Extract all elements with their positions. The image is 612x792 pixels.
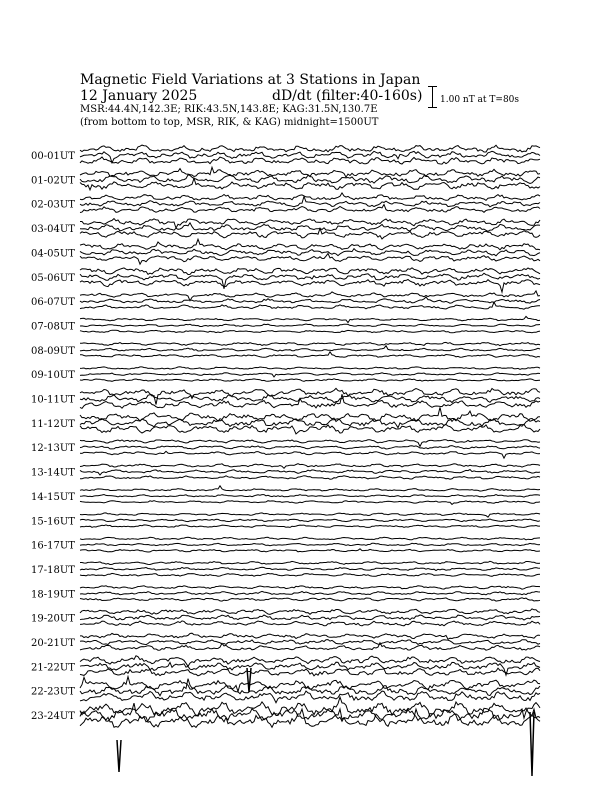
trace-MSR-04-05UT [80, 254, 540, 265]
row-label-08-09UT: 08-09UT [31, 345, 75, 357]
trace-RIK-11-12UT [80, 419, 540, 428]
trace-RIK-03-04UT [80, 223, 540, 232]
trace-MSR-18-19UT [80, 598, 540, 601]
trace-RIK-07-08UT [80, 324, 540, 327]
trace-MSR-14-15UT [80, 501, 540, 505]
row-label-03-04UT: 03-04UT [31, 224, 75, 236]
trace-KAG-01-02UT [80, 167, 540, 177]
trace-KAG-04-05UT [80, 239, 540, 250]
row-label-17-18UT: 17-18UT [31, 564, 75, 576]
trace-RIK-04-05UT [80, 249, 540, 256]
row-label-20-21UT: 20-21UT [31, 638, 75, 649]
trace-RIK-10-11UT [80, 395, 540, 403]
row-label-23-24UT: 23-24UT [31, 711, 75, 723]
trace-MSR-20-21UT [80, 643, 540, 650]
row-label-15-16UT: 15-16UT [31, 516, 75, 528]
trace-RIK-09-10UT [80, 373, 540, 377]
row-label-06-07UT: 06-07UT [31, 297, 75, 309]
trace-RIK-20-21UT [80, 640, 540, 645]
chart-title: Magnetic Field Variations at 3 Stations in Japan [80, 72, 421, 88]
row-label-22-23UT: 22-23UT [31, 686, 75, 698]
row-label-18-19UT: 18-19UT [31, 589, 75, 601]
row-label-01-02UT: 01-02UT [31, 175, 75, 187]
trace-KAG-09-10UT [80, 367, 540, 370]
trace-MSR-01-02UT [80, 178, 540, 190]
trace-RIK-05-06UT [80, 273, 540, 289]
trace-MSR-16-17UT [80, 549, 540, 552]
trace-MSR-19-20UT [80, 621, 540, 626]
trace-MSR-12-13UT [80, 451, 540, 458]
row-label-12-13UT: 12-13UT [31, 443, 75, 455]
row-label-21-22UT: 21-22UT [31, 662, 75, 674]
trace-MSR-09-10UT [80, 379, 540, 382]
trace-KAG-21-22UT [80, 656, 540, 667]
row-label-07-08UT: 07-08UT [31, 321, 75, 333]
row-label-02-03UT: 02-03UT [31, 199, 75, 211]
trace-KAG-14-15UT [80, 486, 540, 491]
trace-MSR-07-08UT [80, 330, 540, 333]
trace-KAG-08-09UT [80, 342, 540, 345]
station-order-note: (from bottom to top, MSR, RIK, & KAG) midnight=1500UT [80, 117, 379, 128]
trace-KAG-19-20UT [80, 609, 540, 615]
chart-date: 12 January 2025 [80, 88, 198, 104]
spike-1 [530, 712, 534, 776]
trace-KAG-11-12UT [80, 407, 540, 421]
row-label-14-15UT: 14-15UT [31, 491, 75, 503]
trace-RIK-01-02UT [80, 175, 540, 184]
trace-MSR-05-06UT [80, 280, 540, 293]
row-label-09-10UT: 09-10UT [31, 370, 75, 382]
trace-RIK-18-19UT [80, 591, 540, 594]
row-label-05-06UT: 05-06UT [31, 272, 75, 284]
trace-KAG-07-08UT [80, 316, 540, 322]
trace-MSR-17-18UT [80, 573, 540, 576]
trace-KAG-17-18UT [80, 561, 540, 564]
trace-RIK-17-18UT [80, 567, 540, 570]
chart-quantity: dD/dt (filter:40-160s) [272, 88, 423, 104]
trace-KAG-12-13UT [80, 440, 540, 447]
row-label-19-20UT: 19-20UT [31, 613, 75, 625]
row-label-11-12UT: 11-12UT [31, 418, 75, 430]
row-label-16-17UT: 16-17UT [31, 540, 75, 552]
row-label-04-05UT: 04-05UT [31, 248, 75, 260]
trace-MSR-08-09UT [80, 352, 540, 358]
trace-KAG-18-19UT [80, 586, 540, 589]
trace-MSR-13-14UT [80, 476, 540, 480]
trace-KAG-13-14UT [80, 464, 540, 469]
trace-KAG-16-17UT [80, 537, 540, 540]
trace-MSR-03-04UT [80, 228, 540, 239]
trace-MSR-00-01UT [80, 157, 540, 164]
trace-MSR-06-07UT [80, 302, 540, 309]
trace-MSR-22-23UT [80, 691, 540, 703]
row-label-10-11UT: 10-11UT [31, 394, 75, 406]
trace-KAG-03-04UT [80, 219, 540, 229]
trace-RIK-16-17UT [80, 543, 540, 545]
scale-label: 1.00 nT at T=80s [440, 95, 520, 105]
row-label-13-14UT: 13-14UT [31, 467, 75, 479]
trace-KAG-00-01UT [80, 145, 540, 152]
trace-RIK-23-24UT [80, 703, 540, 722]
trace-RIK-08-09UT [80, 346, 540, 351]
trace-KAG-02-03UT [80, 193, 540, 201]
trace-RIK-13-14UT [80, 470, 540, 476]
row-label-00-01UT: 00-01UT [31, 151, 75, 162]
spike-0 [117, 740, 121, 772]
trace-RIK-19-20UT [80, 615, 540, 620]
trace-RIK-06-07UT [80, 297, 540, 303]
trace-MSR-15-16UT [80, 525, 540, 528]
trace-MSR-02-03UT [80, 205, 540, 213]
trace-MSR-10-11UT [80, 394, 540, 408]
trace-KAG-05-06UT [80, 268, 540, 275]
station-list: MSR:44.4N,142.3E; RIK:43.5N,143.8E; KAG:31.5N,130.7E [80, 104, 378, 115]
trace-KAG-23-24UT [80, 697, 540, 718]
trace-KAG-15-16UT [80, 513, 540, 517]
trace-RIK-14-15UT [80, 495, 540, 498]
trace-MSR-11-12UT [80, 424, 540, 434]
trace-KAG-20-21UT [80, 633, 540, 639]
trace-RIK-15-16UT [80, 519, 540, 522]
trace-RIK-12-13UT [80, 446, 540, 449]
